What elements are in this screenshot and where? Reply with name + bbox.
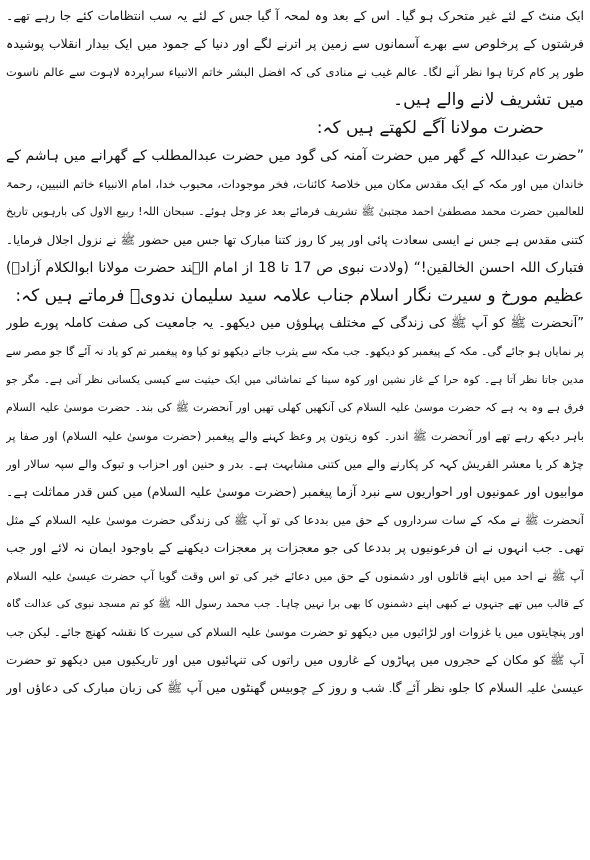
quote-line: چڑھ کر یا معشر القریش کہہ کر پکارنے والے میں کتنی مشابہت ہے۔ بدر و حنین اور احزاب و تبوک والے سپہ سالار اور (6, 457, 584, 471)
quote-line: پر نمایاں ہو جائے گی۔ مکہ کے پیغمبر کو دیکھو۔ جب مکہ سے یثرب جاتے دیکھو تو کیا وہ پیغمبر تم کو یاد نہ آئے گا جو مصر سے (6, 345, 584, 358)
text-line: میں تشریف لانے والے ہیں۔ (393, 90, 584, 110)
text-line: طور پر کام کرتا ہوا نظر آنے لگا۔ عالم غیب نے منادی کی کہ افضل البشر خاتم الانبیاء سراپردہ لاہوت سے عالم ناسوت (6, 65, 584, 79)
quote-line: کتنی مقدس ہے جس نے ایسی سعادت پائی اور پیر کا روز کتنا مبارک تھا جس میں حضور ﷺ نے نزول اجلال فرمایا۔ (6, 233, 584, 247)
quote-line: آپ ﷺ نے احد میں اپنے قاتلوں اور دشمنوں کے حق میں دعائے خیر کی تو اس وقت گویا آپ حضرت عیسیٰ علیہ السلام (6, 569, 584, 583)
quote-line: موابیوں اور عمونیوں اور احواریوں سے نبرد آزما پیغمبر (حضرت موسیٰ علیہ السلام) میں کس قدر مماثلت ہے۔ (6, 484, 584, 499)
quote-line: ”آنحضرت ﷺ کو آپ ﷺ کی زندگی کے مختلف پہلوؤں میں دیکھو۔ یہ جامعیت کی صفت کاملہ پورے طور (6, 316, 584, 331)
quote-line: کے قالب میں تھے جنہوں نے کبھی اپنے دشمنوں کا بھی برا نہیں چاہا۔ جب محمد رسول اللہ ﷺ کو تم مسجد نبوی کی عدالت گاہ (6, 598, 584, 610)
text-line: فرشتوں کے پرخلوص سے بھرے آسمانوں سے زمین پر اترنے لگے اور دنیا کے جمود میں ایک بیدار انقلاب پوشیدہ (6, 36, 584, 51)
quote-line: تھی۔ جب انہوں نے ان فرعونیوں پر بددعا کی جو معجزات پر معجزات دیکھنے کے باوجود ایمان نہ لائے اور جب (6, 540, 584, 555)
subheading-line: حضرت مولانا آگے لکھتے ہیں کہ: (316, 118, 544, 138)
text-line: ایک منٹ کے لئے غیر متحرک ہو گیا۔ اس کے بعد وہ لمحہ آ گیا جس کے لئے یہ سب انتظامات کئے جا رہے تھے۔ (6, 8, 584, 23)
quote-line: اور پنچایتوں میں یا غزوات اور لڑائیوں میں دیکھو تو حضرت موسیٰ علیہ السلام کی سیرت کا نقشہ کھنچ جائے۔ لیکن جب (6, 625, 584, 639)
quote-line: فرق ہے وہ یہ ہے کہ حضرت موسیٰ علیہ السلام کی آنکھیں کھلی تھیں اور آنحضرت ﷺ کی بند۔ حضرت موسیٰ علیہ السلام (6, 401, 584, 414)
quote-line: عیسیٰ علیہ السلام کا جلوہ نظر آئے گا۔ شب و روز کے چوبیس گھنٹوں میں آپ ﷺ کی زبان مبارک کی دعاؤں اور (6, 680, 584, 695)
subheading-line: عظیم مورخ و سیرت نگار اسلام جناب علامہ سید سلیمان ندویؒ فرماتے ہیں کہ: (15, 286, 584, 306)
quote-line: باہر دیکھ رہے تھے اور آنحضرت ﷺ اندر۔ کوہ زیتون پر وعظ کہنے والے پیغمبر (حضرت موسیٰ علیہ السلام) اور صفا پر (6, 429, 584, 443)
quote-line: للعالمین حضرت محمد مصطفیٰ احمد مجتبیٰ ﷺ تشریف فرمائے بعد عز وجل ہوئے۔ سبحان اللہ! ربیع الاول کی بارہویں تاریخ (6, 205, 584, 218)
citation-line: فتبارک اللہ احسن الخالقین!“ (ولادت نبوی ص 17 تا 18 از امام الہند حضرت مولانا ابوالکلام آزادؒ) (6, 260, 584, 276)
quote-line: خاندان میں اور مکہ کے ایک مقدس مکان میں خلاصۂ کائنات، فخر موجودات، محبوب خدا، امام الانبیاء خاتم النبیین، رحمۃ (6, 177, 584, 191)
quote-line: آپ ﷺ کو مکان کے حجروں میں پہاڑوں کے غاروں میں راتوں کی تنہائیوں میں اور تاریکیوں میں دیکھو تو حضرت (6, 653, 584, 667)
quote-line: مدین جاتا نظر آتا ہے۔ کوہ حرا کے غار نشین اور کوہ سینا کے تماشائی میں ایک حیثیت سے کیسی یکسانی نظر آتی ہے۔ مگر جو (6, 374, 584, 386)
quote-line: آنحضرت ﷺ نے مکہ کے سات سرداروں کے حق میں بددعا کی تو آپ ﷺ کی زندگی حضرت موسیٰ علیہ السلام کے مثل (6, 513, 584, 527)
quote-line: ”حضرت عبداللہ کے گھر میں حضرت آمنہ کی گود میں حضرت عبدالمطلب کے گھرانے میں ہاشم کے (6, 148, 584, 164)
